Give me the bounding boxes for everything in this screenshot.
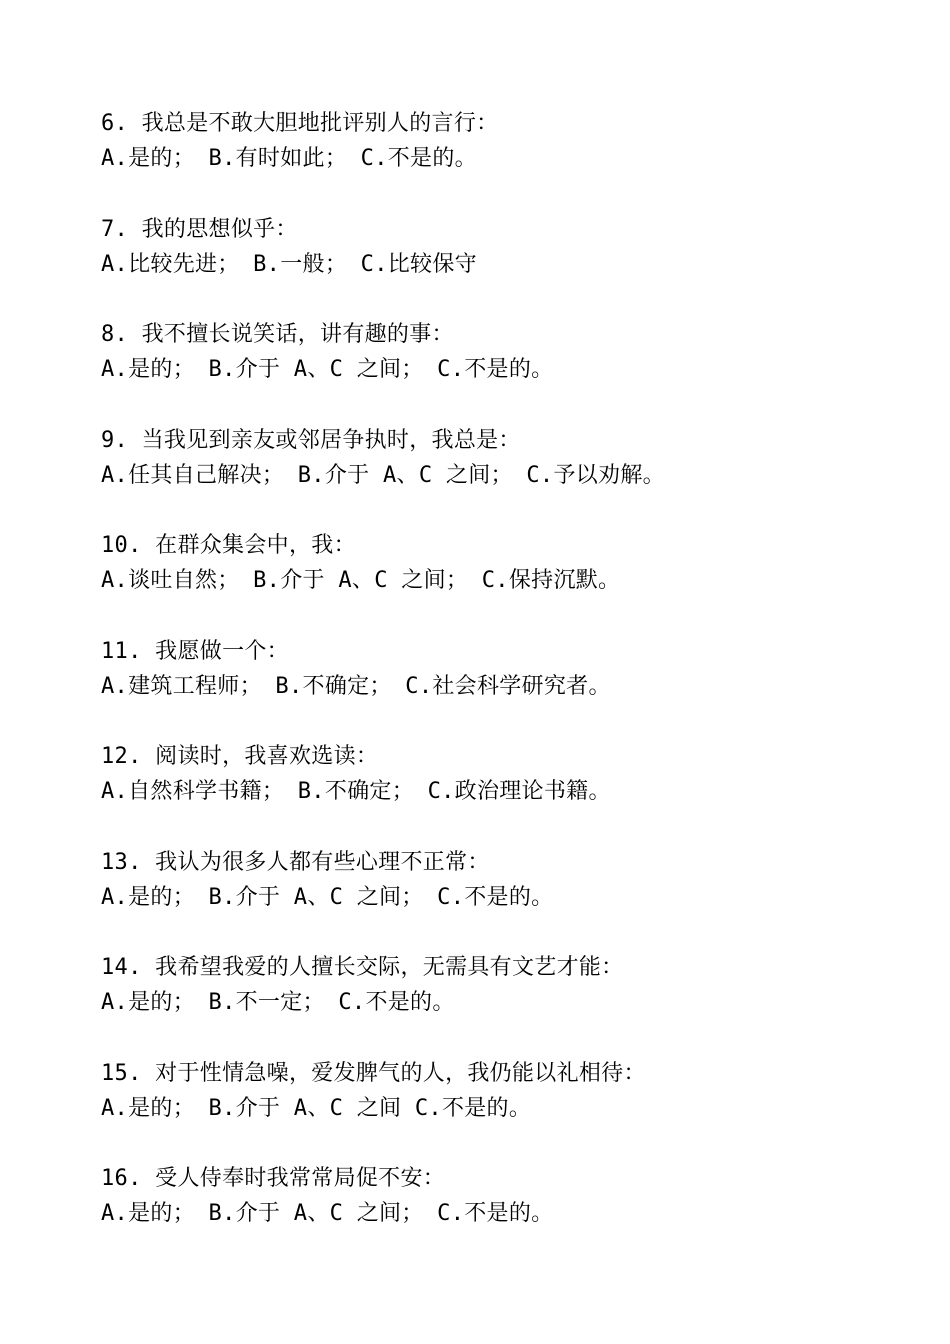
- question-options: A.是的； B.介于 A、C 之间； C.不是的。: [101, 1201, 554, 1226]
- question-14: [101, 950, 901, 1056]
- question-options: A.建筑工程师； B.不确定； C.社会科学研究者。: [101, 673, 611, 699]
- question-options: A.是的； B.介于 A、C 之间 C.不是的。: [101, 1095, 532, 1121]
- question-prompt: 15. 对于性情急噪，爱发脾气的人，我仍能以礼相待：: [101, 1060, 646, 1086]
- question-10: [101, 528, 901, 634]
- question-options: A.是的； B.有时如此； C.不是的。: [101, 146, 477, 171]
- question-8: [101, 317, 901, 423]
- question-options: A.比较先进； B.一般； C.比较保守: [101, 251, 477, 277]
- question-prompt: 13. 我认为很多人都有些心理不正常：: [101, 849, 490, 875]
- question-options: A.谈吐自然； B.介于 A、C 之间； C.保持沉默。: [101, 568, 621, 593]
- question-options: A.任其自己解决； B.介于 A、C 之间； C.予以劝解。: [101, 462, 665, 488]
- question-options: A.是的； B.不一定； C.不是的。: [101, 990, 455, 1015]
- question-prompt: 12. 阅读时，我喜欢选读：: [101, 744, 379, 769]
- question-options: A.是的； B.介于 A、C 之间； C.不是的。: [101, 884, 554, 910]
- question-options: A.是的； B.介于 A、C 之间； C.不是的。: [101, 357, 554, 382]
- question-prompt: 7. 我的思想似乎：: [101, 216, 298, 242]
- question-prompt: 8. 我不擅长说笑话，讲有趣的事：: [101, 322, 454, 347]
- question-prompt: 16. 受人侍奉时我常常局促不安：: [101, 1166, 446, 1191]
- question-6: [101, 106, 901, 212]
- question-11: [101, 634, 901, 740]
- question-15: [101, 1056, 901, 1162]
- question-16: [101, 1161, 901, 1267]
- question-12: [101, 739, 901, 845]
- question-prompt: 10. 在群众集会中，我：: [101, 533, 356, 558]
- question-list: [101, 106, 901, 1267]
- question-prompt: 6. 我总是不敢大胆地批评别人的言行：: [101, 111, 499, 136]
- question-prompt: 14. 我希望我爱的人擅长交际，无需具有文艺才能：: [101, 955, 624, 980]
- question-prompt: 9. 当我见到亲友或邻居争执时，我总是：: [101, 427, 521, 453]
- question-7: [101, 212, 901, 318]
- question-options: A.自然科学书籍； B.不确定； C.政治理论书籍。: [101, 779, 611, 804]
- question-9: [101, 423, 901, 529]
- question-13: [101, 845, 901, 951]
- question-prompt: 11. 我愿做一个：: [101, 638, 289, 664]
